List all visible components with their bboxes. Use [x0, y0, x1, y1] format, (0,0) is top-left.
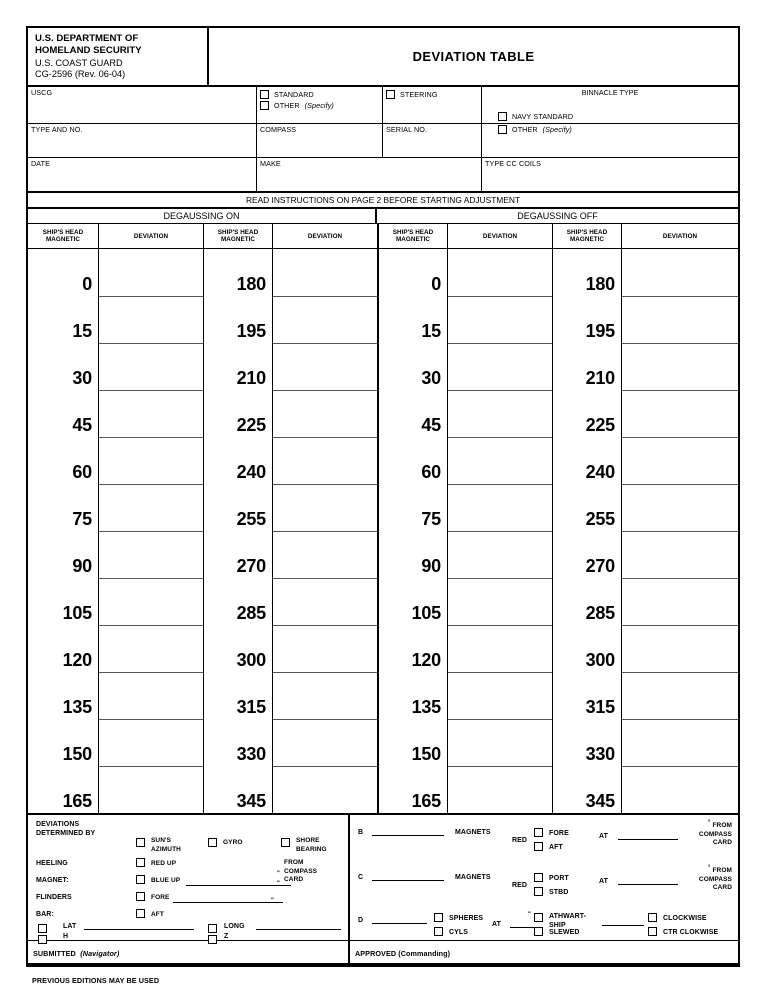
ships-head-magnetic-cell: 60 [421, 462, 441, 483]
uscg-field[interactable] [28, 87, 256, 123]
form-number: CG-2596 (Rev. 06-04) [35, 69, 126, 80]
ships-head-magnetic-cell: 60 [72, 462, 92, 483]
col-header-ships-head-4 [552, 224, 621, 248]
submitted-field[interactable] [28, 941, 350, 963]
rotation-input-line[interactable] [602, 925, 644, 926]
option-standard[interactable] [260, 90, 379, 99]
ships-head-magnetic-cell: 270 [585, 556, 615, 577]
col-header-deviation-3: DEVIATION [447, 224, 552, 248]
deviation-cell[interactable] [99, 249, 203, 296]
ships-head-magnetic-cell: 120 [411, 650, 441, 671]
heading-column-1 [28, 249, 98, 813]
deviation-cell[interactable] [99, 672, 203, 719]
deviation-cell[interactable] [448, 625, 552, 672]
deviation-cell[interactable] [273, 578, 377, 625]
deviation-column-3[interactable] [447, 249, 552, 813]
fcc-line-2: COMPASS [284, 867, 318, 875]
date-field[interactable] [28, 158, 256, 191]
deviation-cell[interactable] [622, 437, 738, 484]
deviation-cell[interactable] [448, 578, 552, 625]
ships-head-magnetic-cell: 315 [585, 697, 615, 718]
ships-head-magnetic-cell: 15 [421, 321, 441, 342]
option-c-port-label: PORT [549, 875, 569, 883]
option-slewed-label: SLEWED [549, 929, 580, 937]
label-h: H [63, 933, 69, 941]
ships-head-magnetic-cell: 150 [62, 744, 92, 765]
col-header-ships-head-1 [28, 224, 98, 248]
label-d-at: AT [492, 921, 502, 929]
deviation-cell[interactable] [622, 719, 738, 766]
checkbox-icon[interactable] [434, 913, 443, 922]
ships-head-magnetic-cell: 210 [585, 368, 615, 389]
fcc-line-3: CARD [712, 839, 732, 847]
fcc-line-3: CARD [712, 884, 732, 892]
make-label: MAKE [260, 159, 281, 169]
submitted-label: SUBMITTED [33, 949, 76, 959]
page-title: DEVIATION TABLE [412, 49, 535, 65]
id-row-3 [28, 157, 738, 191]
checkbox-icon[interactable] [260, 101, 269, 110]
checkbox-icon[interactable] [208, 935, 217, 944]
checkbox-z[interactable] [208, 930, 217, 948]
ships-head-magnetic-cell: 330 [236, 744, 266, 765]
fcc-line-1: FROM [284, 859, 304, 867]
b-from-compass-card [699, 820, 732, 847]
footnote: PREVIOUS EDITIONS MAY BE USED [32, 976, 160, 986]
deviation-cell[interactable] [99, 437, 203, 484]
form-page [26, 26, 740, 985]
label-line-1: SUN'S [151, 837, 172, 845]
option-clockwise-label: CLOCKWISE [663, 915, 707, 923]
checkbox-icon[interactable] [534, 927, 543, 936]
ships-head-magnetic-cell: 255 [585, 509, 615, 530]
deviations-line-1: DEVIATIONS [36, 821, 80, 829]
deviation-cell[interactable] [273, 437, 377, 484]
magnet-correctors-block [350, 815, 738, 940]
checkbox-icon[interactable] [136, 858, 145, 867]
deviation-cell[interactable] [273, 484, 377, 531]
type-cc-coils-label: TYPE CC COILS [485, 159, 542, 169]
deviations-line-2: DETERMINED BY [36, 829, 96, 837]
c-degree-mark: ° [708, 865, 711, 872]
label-line-2: BEARING [296, 845, 327, 853]
checkbox-icon[interactable] [136, 875, 145, 884]
col-header-ships-head-3 [377, 224, 447, 248]
col-header-line2: MAGNETIC [396, 236, 430, 244]
label-c-red: RED [512, 882, 528, 890]
ships-head-magnetic-cell: 330 [585, 744, 615, 765]
ships-head-magnetic-cell: 180 [236, 274, 266, 295]
deviation-cell[interactable] [273, 343, 377, 390]
ships-head-magnetic-cell: 165 [411, 791, 441, 812]
col-header-line1: SHIP'S HEAD [392, 228, 434, 236]
ships-head-magnetic-cell: 75 [421, 509, 441, 530]
deviation-cell[interactable] [448, 484, 552, 531]
ships-head-magnetic-cell: 300 [236, 650, 266, 671]
ships-head-magnetic-cell: 270 [236, 556, 266, 577]
athwart-line-2: SHIP [549, 922, 566, 930]
steering-option [382, 87, 481, 123]
date-label: DATE [31, 159, 51, 169]
uscg-label: USCG [31, 88, 53, 98]
deviation-cell[interactable] [273, 719, 377, 766]
option-athwartship-label [549, 913, 586, 931]
checkbox-icon[interactable] [498, 125, 507, 134]
binnacle-options-body [485, 112, 735, 134]
d-input-line[interactable] [372, 923, 427, 924]
approved-field[interactable] [350, 941, 738, 963]
option-d-spheres-label: SPHERES [449, 915, 484, 923]
ships-head-magnetic-cell: 75 [72, 509, 92, 530]
method-gyro-label: GYRO [223, 839, 243, 847]
checkbox-icon[interactable] [38, 935, 47, 944]
make-field[interactable] [256, 158, 481, 191]
checkbox-icon[interactable] [648, 927, 657, 936]
ships-head-magnetic-cell: 30 [421, 368, 441, 389]
signature-row [28, 941, 738, 965]
label-b-magnets: MAGNETS [455, 829, 491, 837]
option-other-compass-label: OTHER [274, 100, 300, 110]
col-header-line2: MAGNETIC [221, 236, 255, 244]
ships-head-magnetic-cell: 0 [431, 274, 441, 295]
ships-head-magnetic-cell: 165 [62, 791, 92, 812]
orientation-fore-label: FORE [151, 894, 170, 902]
deviation-cell[interactable] [99, 719, 203, 766]
ships-head-magnetic-cell: 90 [421, 556, 441, 577]
label-c: C [358, 874, 364, 882]
ships-head-magnetic-cell: 45 [421, 415, 441, 436]
ships-head-magnetic-cell: 240 [236, 462, 266, 483]
deviation-cell[interactable] [622, 249, 738, 296]
fcc-line-2: COMPASS [698, 830, 732, 838]
ships-head-magnetic-cell: 120 [62, 650, 92, 671]
checkbox-icon[interactable] [534, 873, 543, 882]
label-line-1: SHORE [296, 837, 320, 845]
fcc-line-1: FROM [712, 867, 732, 875]
instruction-banner: READ INSTRUCTIONS ON PAGE 2 BEFORE STARTING ADJUSTMENT [28, 193, 738, 209]
deviation-cell[interactable] [99, 296, 203, 343]
deviation-column-2[interactable] [272, 249, 377, 813]
deviation-column-1[interactable] [98, 249, 203, 813]
checkbox-icon[interactable] [136, 838, 145, 847]
deviation-cell[interactable] [448, 531, 552, 578]
col-header-line2: MAGNETIC [46, 236, 80, 244]
deviation-cell[interactable] [622, 296, 738, 343]
identification-grid [28, 87, 738, 193]
col-header-line1: SHIP'S HEAD [217, 228, 259, 236]
fcc-line-1: FROM [712, 822, 732, 830]
label-heeling: HEELING [36, 860, 68, 868]
deviation-cell[interactable] [273, 766, 377, 813]
deviation-cell[interactable] [622, 672, 738, 719]
footer-section [28, 815, 738, 941]
col-header-line2: MAGNETIC [570, 236, 604, 244]
deviation-table-body [28, 249, 738, 815]
deviation-cell[interactable] [273, 625, 377, 672]
option-c-stbd-label: STBD [549, 889, 569, 897]
ships-head-magnetic-cell: 180 [585, 274, 615, 295]
d-quote-mark: " [528, 912, 531, 919]
c-from-compass-card [699, 865, 732, 892]
group-header-degaussing-off: DEGAUSSING OFF [517, 211, 598, 222]
label-magnet: MAGNET: [36, 877, 69, 885]
checkbox-icon[interactable] [208, 838, 217, 847]
degaussing-group-headers [28, 209, 738, 224]
label-z: Z [224, 933, 229, 941]
label-flinders: FLINDERS [36, 894, 72, 902]
fcc-line-3: CARD [284, 876, 304, 884]
heading-column-3 [377, 249, 447, 813]
checkbox-icon[interactable] [136, 909, 145, 918]
label-b: B [358, 829, 364, 837]
option-ctr-clockwise-label: CTR CLOKWISE [663, 929, 719, 937]
blueup-input-line[interactable] [186, 885, 291, 886]
col-header-deviation-1: DEVIATION [98, 224, 203, 248]
compass-field[interactable] [256, 124, 382, 157]
ships-head-magnetic-cell: 45 [72, 415, 92, 436]
option-other-compass-specify: (Specify) [304, 100, 334, 110]
binnacle-type-label: BINNACLE TYPE [581, 88, 639, 98]
heeling-from-compass-card [284, 859, 317, 884]
deviations-determined-block [28, 815, 350, 940]
athwart-line-1: ATHWART- [549, 913, 587, 921]
option-navy-standard[interactable] [498, 112, 735, 121]
col-header-line1: SHIP'S HEAD [566, 228, 608, 236]
col-header-line1: SHIP'S HEAD [42, 228, 84, 236]
deviation-cell[interactable] [99, 766, 203, 813]
label-line-2: AZIMUTH [151, 845, 181, 853]
option-d-cyls-label: CYLS [449, 929, 469, 937]
ships-head-magnetic-cell: 225 [236, 415, 266, 436]
checkbox-icon[interactable] [498, 112, 507, 121]
serial-no-field[interactable] [382, 124, 481, 157]
ships-head-magnetic-cell: 0 [82, 274, 92, 295]
b-at-input-line[interactable] [618, 839, 678, 840]
blueup-quote-mark: " [277, 881, 280, 888]
heading-column-4 [552, 249, 621, 813]
submitted-role: (Navigator) [80, 949, 120, 959]
deviations-determined-label [36, 821, 95, 838]
title-block [28, 28, 738, 87]
c-at-input-line[interactable] [618, 884, 678, 885]
orientation-blue-up-label: BLUE UP [151, 877, 181, 885]
col-header-ships-head-2 [203, 224, 272, 248]
checkbox-icon[interactable] [534, 913, 543, 922]
ships-head-magnetic-cell: 195 [585, 321, 615, 342]
deviation-cell[interactable] [273, 249, 377, 296]
b-input-line[interactable] [372, 835, 444, 836]
deviation-cell[interactable] [448, 672, 552, 719]
ships-head-magnetic-cell: 285 [236, 603, 266, 624]
label-bar: BAR: [36, 911, 54, 919]
deviation-cell[interactable] [273, 390, 377, 437]
option-other-binnacle-specify: (Specify) [542, 124, 572, 134]
compass-type-options [256, 87, 382, 123]
checkbox-h[interactable] [38, 930, 47, 948]
deviation-cell[interactable] [448, 249, 552, 296]
id-row-2 [28, 111, 738, 157]
ships-head-magnetic-cell: 255 [236, 509, 266, 530]
deviation-cell[interactable] [99, 578, 203, 625]
label-c-at: AT [599, 878, 609, 886]
c-input-line[interactable] [372, 880, 444, 881]
compass-label: COMPASS [260, 125, 297, 135]
label-b-at: AT [599, 833, 609, 841]
option-steering-label: STEERING [400, 89, 438, 99]
checkbox-icon[interactable] [260, 90, 269, 99]
deviation-cell[interactable] [448, 296, 552, 343]
b-degree-mark: ° [708, 820, 711, 827]
agency-line-2: HOMELAND SECURITY [35, 45, 142, 57]
option-standard-label: STANDARD [274, 89, 314, 99]
deviation-cell[interactable] [99, 484, 203, 531]
lat-input-line[interactable] [84, 929, 194, 930]
deviation-cell[interactable] [622, 531, 738, 578]
agency-line-3: U.S. COAST GUARD [35, 57, 123, 68]
fore-quote-mark: " [271, 898, 274, 905]
deviation-cell[interactable] [448, 437, 552, 484]
heeling-degree-mark: " [277, 871, 280, 878]
ships-head-magnetic-cell: 225 [585, 415, 615, 436]
form-frame [26, 26, 740, 967]
serial-no-label: SERIAL NO. [386, 125, 428, 135]
checkbox-icon[interactable] [136, 892, 145, 901]
deviation-cell[interactable] [99, 343, 203, 390]
type-cc-coils-field[interactable] [481, 158, 738, 191]
type-and-no-field[interactable] [28, 124, 256, 157]
deviation-cell[interactable] [99, 531, 203, 578]
deviation-cell[interactable] [99, 625, 203, 672]
option-navy-standard-label: NAVY STANDARD [512, 111, 574, 121]
col-header-deviation-2: DEVIATION [272, 224, 377, 248]
deviation-cell[interactable] [448, 343, 552, 390]
binnacle-options [481, 111, 738, 157]
deviation-cell[interactable] [99, 390, 203, 437]
option-b-fore-label: FORE [549, 830, 569, 838]
col-header-deviation-4: DEVIATION [621, 224, 738, 248]
option-other-compass[interactable] [260, 101, 379, 110]
fore-input-line[interactable] [173, 902, 283, 903]
ships-head-magnetic-cell: 135 [411, 697, 441, 718]
ships-head-magnetic-cell: 300 [585, 650, 615, 671]
option-steering[interactable] [386, 90, 478, 99]
table-column-headers [28, 224, 738, 249]
checkbox-icon[interactable] [648, 913, 657, 922]
checkbox-icon[interactable] [534, 828, 543, 837]
ships-head-magnetic-cell: 210 [236, 368, 266, 389]
label-d: D [358, 917, 364, 925]
deviation-cell[interactable] [273, 672, 377, 719]
ships-head-magnetic-cell: 195 [236, 321, 266, 342]
ships-head-magnetic-cell: 105 [411, 603, 441, 624]
label-c-magnets: MAGNETS [455, 874, 491, 882]
deviation-cell[interactable] [273, 531, 377, 578]
agency-line-1: U.S. DEPARTMENT OF [35, 33, 139, 44]
deviation-cell[interactable] [622, 390, 738, 437]
ships-head-magnetic-cell: 30 [72, 368, 92, 389]
deviation-cell[interactable] [622, 578, 738, 625]
group-header-degaussing-on: DEGAUSSING ON [28, 209, 377, 223]
ships-head-magnetic-cell: 240 [585, 462, 615, 483]
approved-label: APPROVED (Commanding) [355, 949, 451, 959]
ships-head-magnetic-cell: 135 [62, 697, 92, 718]
ships-head-magnetic-cell: 90 [72, 556, 92, 577]
method-suns-azimuth-label [151, 837, 181, 853]
ships-head-magnetic-cell: 105 [62, 603, 92, 624]
label-long: LONG [224, 923, 245, 931]
checkbox-icon[interactable] [281, 838, 290, 847]
orientation-aft-label: AFT [151, 911, 164, 919]
deviation-cell[interactable] [622, 625, 738, 672]
fcc-line-2: COMPASS [698, 875, 732, 883]
option-other-binnacle-label: OTHER [512, 124, 538, 134]
ships-head-magnetic-cell: 285 [585, 603, 615, 624]
heading-column-2 [203, 249, 272, 813]
checkbox-icon[interactable] [434, 927, 443, 936]
checkbox-icon[interactable] [534, 842, 543, 851]
ships-head-magnetic-cell: 345 [585, 791, 615, 812]
agency-block [28, 28, 209, 85]
long-input-line[interactable] [256, 929, 341, 930]
deviation-column-4[interactable] [621, 249, 738, 813]
label-b-red: RED [512, 837, 528, 845]
ships-head-magnetic-cell: 15 [72, 321, 92, 342]
option-b-aft-label: AFT [549, 844, 563, 852]
deviation-cell[interactable] [273, 296, 377, 343]
deviation-cell[interactable] [622, 766, 738, 813]
deviation-cell[interactable] [448, 719, 552, 766]
checkbox-icon[interactable] [386, 90, 395, 99]
deviation-cell[interactable] [448, 390, 552, 437]
deviation-cell[interactable] [448, 766, 552, 813]
ships-head-magnetic-cell: 150 [411, 744, 441, 765]
deviation-cell[interactable] [622, 343, 738, 390]
method-shore-bearing-label [296, 837, 327, 853]
ships-head-magnetic-cell: 315 [236, 697, 266, 718]
label-lat: LAT [63, 923, 77, 931]
checkbox-icon[interactable] [534, 887, 543, 896]
orientation-red-up-label: RED UP [151, 860, 177, 868]
deviation-cell[interactable] [622, 484, 738, 531]
type-and-no-label: TYPE AND NO. [31, 125, 83, 135]
ships-head-magnetic-cell: 345 [236, 791, 266, 812]
option-other-binnacle[interactable] [498, 125, 735, 134]
